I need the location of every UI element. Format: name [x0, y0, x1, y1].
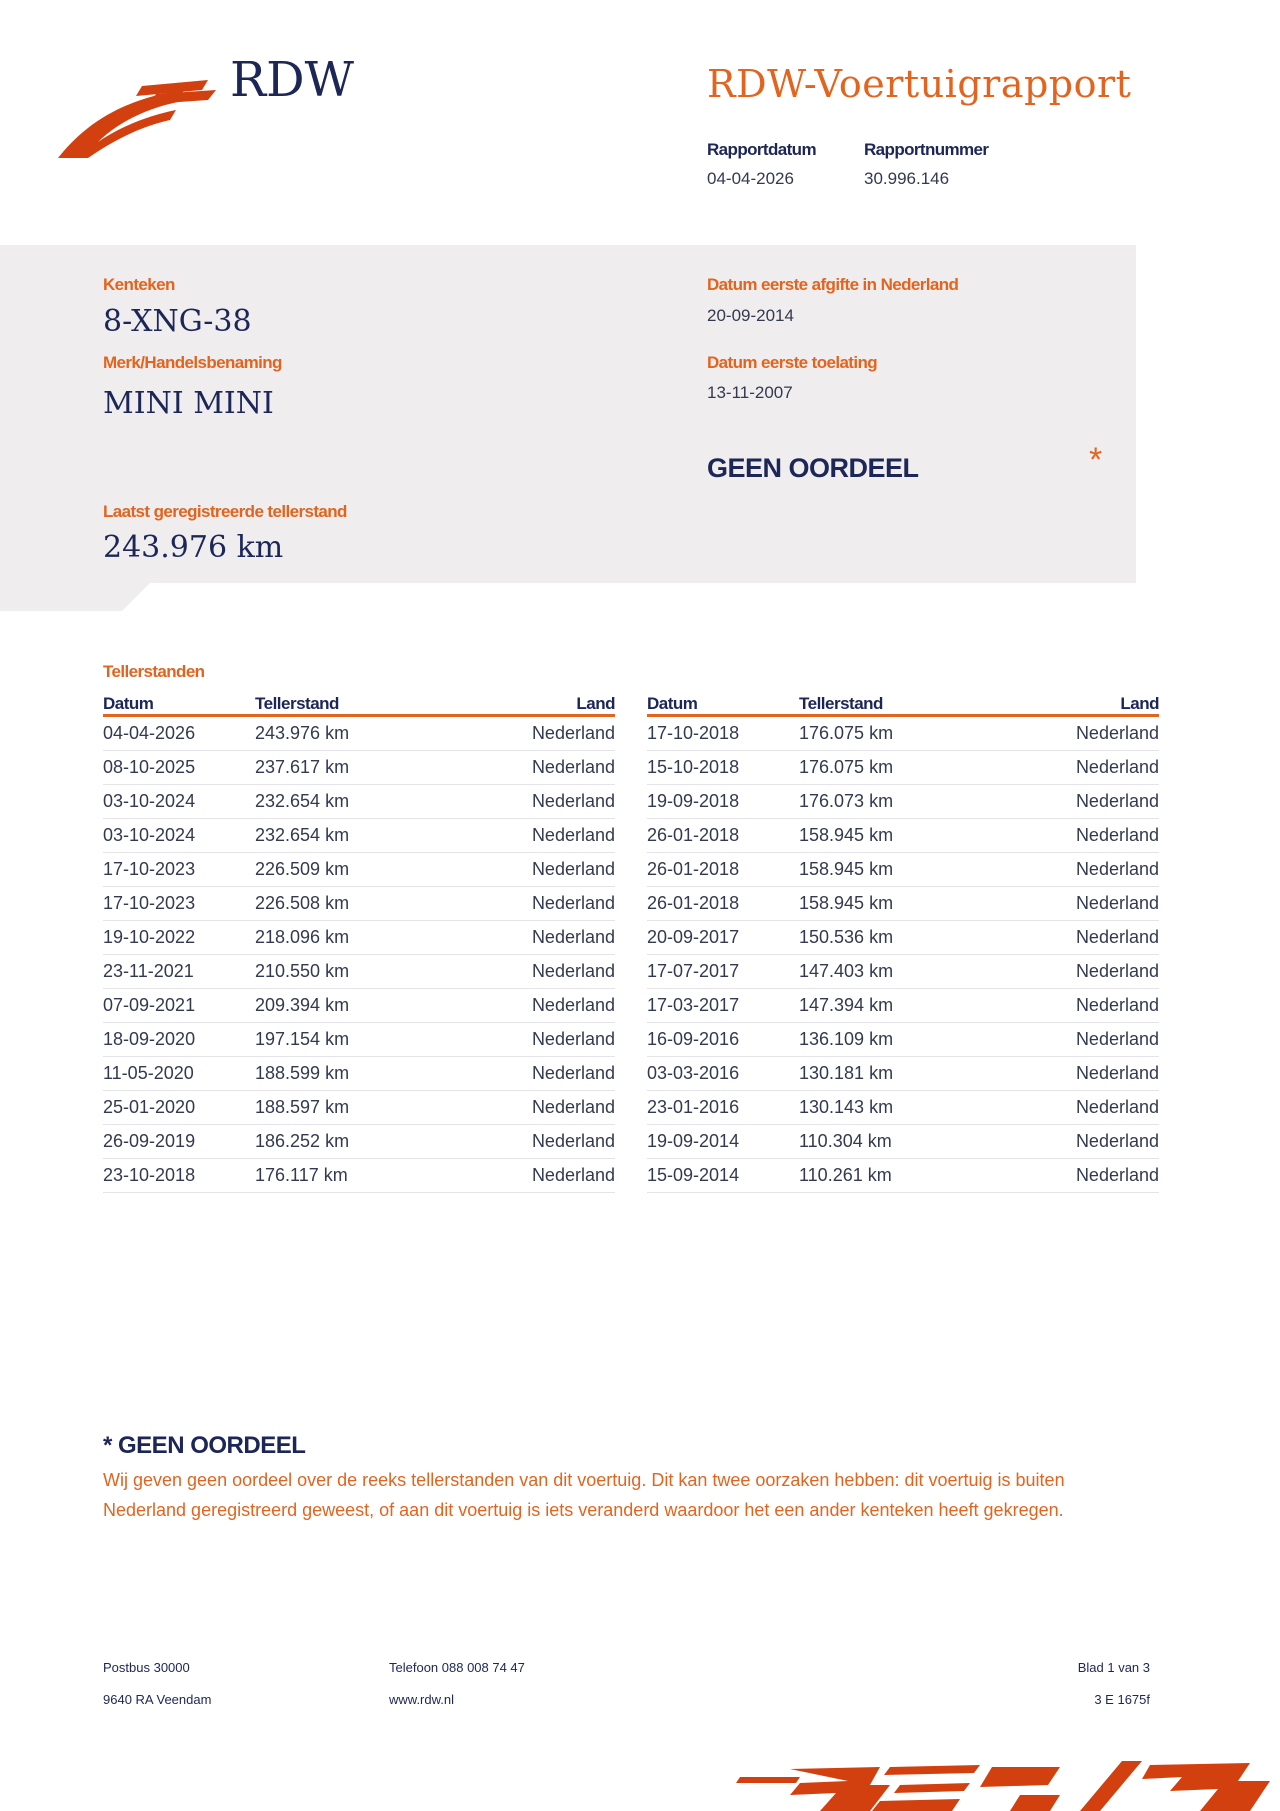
kenteken-value: 8-XNG-38	[103, 304, 252, 339]
cell-tellerstand: 158.945 km	[799, 887, 999, 921]
cell-land: Nederland	[455, 989, 615, 1023]
cell-tellerstand: 232.654 km	[255, 785, 455, 819]
cell-land: Nederland	[999, 751, 1159, 785]
verdict-asterisk: *	[1089, 441, 1103, 479]
toelating-label: Datum eerste toelating	[707, 353, 878, 372]
cell-land: Nederland	[455, 921, 615, 955]
cell-datum: 20-09-2017	[647, 921, 799, 955]
afgifte-value: 20-09-2014	[707, 306, 794, 325]
merk-label: Merk/Handelsbenaming	[103, 353, 282, 372]
table-row	[103, 1057, 615, 1091]
cell-datum: 15-09-2014	[647, 1159, 799, 1193]
cell-tellerstand: 130.143 km	[799, 1091, 999, 1125]
cell-tellerstand: 158.945 km	[799, 819, 999, 853]
rapportdatum-value: 04-04-2026	[707, 169, 794, 188]
footnote-title: * GEEN OORDEEL	[103, 1432, 306, 1459]
last-odometer-value: 243.976 km	[103, 530, 284, 565]
merk-value: MINI MINI	[103, 386, 274, 421]
cell-land: Nederland	[455, 785, 615, 819]
cell-land: Nederland	[999, 785, 1159, 819]
cell-tellerstand: 226.509 km	[255, 853, 455, 887]
cell-tellerstand: 176.073 km	[799, 785, 999, 819]
cell-datum: 25-01-2020	[103, 1091, 255, 1125]
table-row	[103, 819, 615, 853]
odometer-table-right	[647, 690, 1159, 1193]
cell-tellerstand: 188.599 km	[255, 1057, 455, 1091]
footer-plaats: 9640 RA Veendam	[103, 1692, 212, 1707]
cell-tellerstand: 232.654 km	[255, 819, 455, 853]
footer-postbus: Postbus 30000	[103, 1660, 190, 1675]
cell-land: Nederland	[999, 1057, 1159, 1091]
cell-land: Nederland	[999, 1159, 1159, 1193]
cell-datum: 23-10-2018	[103, 1159, 255, 1193]
cell-land: Nederland	[455, 955, 615, 989]
cell-tellerstand: 186.252 km	[255, 1125, 455, 1159]
cell-tellerstand: 147.403 km	[799, 955, 999, 989]
report-title: RDW-Voertuigrapport	[707, 62, 1132, 106]
table-row	[103, 1091, 615, 1125]
cell-land: Nederland	[999, 921, 1159, 955]
cell-datum: 15-10-2018	[647, 751, 799, 785]
table-row	[647, 716, 1159, 751]
table-row	[103, 1125, 615, 1159]
cell-tellerstand: 218.096 km	[255, 921, 455, 955]
cell-land: Nederland	[455, 1159, 615, 1193]
cell-datum: 23-01-2016	[647, 1091, 799, 1125]
table-row	[647, 785, 1159, 819]
table-row	[103, 921, 615, 955]
table-row	[647, 819, 1159, 853]
last-odometer-label: Laatst geregistreerde tellerstand	[103, 502, 347, 521]
footer-code: 3 E 1675f	[1094, 1692, 1150, 1707]
col-tellerstand-header: Tellerstand	[255, 690, 455, 716]
cell-land: Nederland	[999, 1091, 1159, 1125]
table-row	[103, 751, 615, 785]
cell-datum: 03-10-2024	[103, 785, 255, 819]
cell-tellerstand: 209.394 km	[255, 989, 455, 1023]
table-header-row	[103, 690, 615, 716]
table-row	[103, 887, 615, 921]
rdw-stripes-icon	[730, 1755, 1280, 1811]
cell-datum: 18-09-2020	[103, 1023, 255, 1057]
cell-land: Nederland	[455, 819, 615, 853]
cell-land: Nederland	[455, 1125, 615, 1159]
table-row	[103, 1023, 615, 1057]
cell-tellerstand: 136.109 km	[799, 1023, 999, 1057]
cell-tellerstand: 176.075 km	[799, 751, 999, 785]
afgifte-label: Datum eerste afgifte in Nederland	[707, 275, 959, 294]
cell-datum: 16-09-2016	[647, 1023, 799, 1057]
table-row	[647, 1057, 1159, 1091]
col-land-header: Land	[999, 690, 1159, 716]
cell-tellerstand: 197.154 km	[255, 1023, 455, 1057]
table-row	[103, 1159, 615, 1193]
kenteken-label: Kenteken	[103, 275, 175, 294]
rapportnummer-label: Rapportnummer	[864, 140, 989, 159]
cell-land: Nederland	[999, 1125, 1159, 1159]
footer-telefoon: Telefoon 088 008 74 47	[389, 1660, 525, 1675]
table-row	[103, 853, 615, 887]
cell-tellerstand: 158.945 km	[799, 853, 999, 887]
table-row	[647, 1091, 1159, 1125]
cell-datum: 08-10-2025	[103, 751, 255, 785]
footer-page-number: Blad 1 van 3	[1077, 1660, 1150, 1675]
cell-land: Nederland	[455, 1023, 615, 1057]
table-row	[647, 1125, 1159, 1159]
cell-tellerstand: 147.394 km	[799, 989, 999, 1023]
rapportdatum-label: Rapportdatum	[707, 140, 816, 159]
cell-land: Nederland	[455, 853, 615, 887]
cell-tellerstand: 226.508 km	[255, 887, 455, 921]
table-row	[103, 989, 615, 1023]
table-row	[647, 989, 1159, 1023]
cell-land: Nederland	[999, 955, 1159, 989]
table-row	[647, 887, 1159, 921]
table-row	[103, 785, 615, 819]
cell-datum: 19-09-2018	[647, 785, 799, 819]
cell-datum: 26-01-2018	[647, 819, 799, 853]
cell-tellerstand: 243.976 km	[255, 716, 455, 751]
cell-datum: 17-10-2018	[647, 716, 799, 751]
cell-land: Nederland	[455, 1057, 615, 1091]
col-tellerstand-header: Tellerstand	[799, 690, 999, 716]
cell-datum: 17-03-2017	[647, 989, 799, 1023]
cell-datum: 19-10-2022	[103, 921, 255, 955]
cell-datum: 17-10-2023	[103, 887, 255, 921]
cell-datum: 04-04-2026	[103, 716, 255, 751]
cell-tellerstand: 210.550 km	[255, 955, 455, 989]
toelating-value: 13-11-2007	[707, 383, 793, 402]
cell-land: Nederland	[999, 989, 1159, 1023]
cell-land: Nederland	[999, 853, 1159, 887]
cell-tellerstand: 150.536 km	[799, 921, 999, 955]
cell-land: Nederland	[999, 819, 1159, 853]
cell-datum: 26-01-2018	[647, 887, 799, 921]
col-datum-header: Datum	[103, 690, 255, 716]
rdw-logo-icon	[58, 80, 218, 162]
table-row	[647, 955, 1159, 989]
cell-datum: 11-05-2020	[103, 1057, 255, 1091]
table-row	[647, 921, 1159, 955]
col-datum-header: Datum	[647, 690, 799, 716]
cell-tellerstand: 188.597 km	[255, 1091, 455, 1125]
table-row	[647, 1159, 1159, 1193]
cell-datum: 23-11-2021	[103, 955, 255, 989]
cell-datum: 17-07-2017	[647, 955, 799, 989]
cell-tellerstand: 110.304 km	[799, 1125, 999, 1159]
cell-land: Nederland	[455, 716, 615, 751]
table-header-row	[647, 690, 1159, 716]
table-row	[647, 853, 1159, 887]
cell-datum: 19-09-2014	[647, 1125, 799, 1159]
panel-tab-shape	[0, 583, 150, 611]
table-row	[103, 955, 615, 989]
cell-tellerstand: 176.075 km	[799, 716, 999, 751]
footnote-text: Wij geven geen oordeel over de reeks tellerstanden van dit voertuig. Dit kan twee oorzaken hebben: dit voertuig is buiten Nederland geregistreerd geweest, of aan dit voertuig is iets veranderd waardoor het een ander kenteken heeft gekregen.	[103, 1470, 1065, 1520]
cell-datum: 26-09-2019	[103, 1125, 255, 1159]
cell-tellerstand: 130.181 km	[799, 1057, 999, 1091]
cell-datum: 07-09-2021	[103, 989, 255, 1023]
cell-land: Nederland	[999, 1023, 1159, 1057]
cell-datum: 17-10-2023	[103, 853, 255, 887]
cell-tellerstand: 176.117 km	[255, 1159, 455, 1193]
verdict-text: GEEN OORDEEL	[707, 453, 919, 483]
cell-land: Nederland	[455, 751, 615, 785]
rapportnummer-value: 30.996.146	[864, 169, 950, 188]
cell-land: Nederland	[455, 1091, 615, 1125]
cell-datum: 26-01-2018	[647, 853, 799, 887]
col-land-header: Land	[455, 690, 615, 716]
odometer-table-left	[103, 690, 615, 1193]
footer-website[interactable]: www.rdw.nl	[389, 1692, 455, 1707]
cell-datum: 03-03-2016	[647, 1057, 799, 1091]
cell-land: Nederland	[999, 716, 1159, 751]
cell-tellerstand: 237.617 km	[255, 751, 455, 785]
table-row	[647, 751, 1159, 785]
table-row	[647, 1023, 1159, 1057]
odometer-section-title: Tellerstanden	[103, 662, 205, 681]
cell-datum: 03-10-2024	[103, 819, 255, 853]
table-row	[103, 716, 615, 751]
cell-tellerstand: 110.261 km	[799, 1159, 999, 1193]
cell-land: Nederland	[999, 887, 1159, 921]
brand-name: RDW	[230, 52, 354, 108]
cell-land: Nederland	[455, 887, 615, 921]
